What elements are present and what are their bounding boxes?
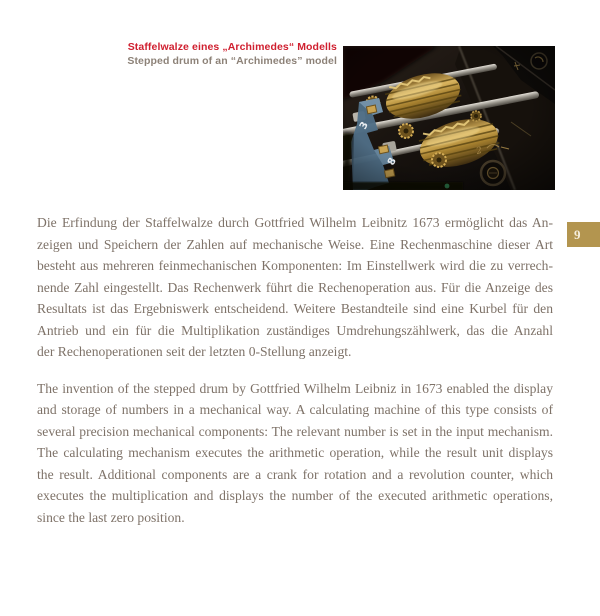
text-line: executes the multiplication and displays the number of the executed arithmetic operations, [37,488,553,503]
text-line: and storage of numbers in a mechanical way. A calculating machine of this type consists of [37,402,553,417]
photo-caption [127,41,337,68]
text-line: Antrieb und ein für die Multiplikation zuständiges Umdrehungszählwerk, das die Anzahl [37,322,553,338]
stepped-drum-photo [343,46,555,190]
body-text [37,212,553,528]
text-line: zeigen und Speichern der Zahlen auf mechanische Weise. Eine Rechenmaschine dieser Art [37,236,553,252]
text-line: Resultats ist das Ergebniswerk entscheidend. Weitere Bestandteile sind eine Kurbel für den [37,301,553,316]
page-number: 9 [574,227,581,242]
text-line: der Rechenoperationen seit der letzten 0-Stellung anzeigt. [37,344,352,359]
text-line: The invention of the stepped drum by Gottfried Wilhelm Leibniz in 1673 enabled the display [37,380,553,396]
caption-english: Stepped drum of an “Archimedes” model [127,54,337,67]
page-number-tab [567,222,600,247]
caption-german: Staffelwalze eines „Archimedes“ Modells [127,41,337,53]
paragraph-german [37,212,553,363]
text-line: the result. Additional components are a crank for rotation and a revolution counter, which [37,466,553,482]
text-line: several precision mechanical components: The relevant number is set in the input mechanism. [37,423,553,439]
text-line: since the last zero position. [37,509,185,525]
vignette [343,46,555,190]
text-line: The calculating mechanism executes the arithmetic operation, while the result unit displays [37,445,553,460]
paragraph-english [37,378,553,529]
text-line: nende Zahl eingestellt. Das Rechenwerk führt die Rechenoperation aus. Für die Anzeige des [37,279,553,295]
text-line: Die Erfindung der Staffelwalze durch Gottfried Wilhelm Leibnitz 1673 ermöglicht das An- [37,215,553,230]
text-line: besteht aus mehreren feinmechanischen Komponenten: Im Einstellwerk wird die zu verrech- [37,258,553,273]
